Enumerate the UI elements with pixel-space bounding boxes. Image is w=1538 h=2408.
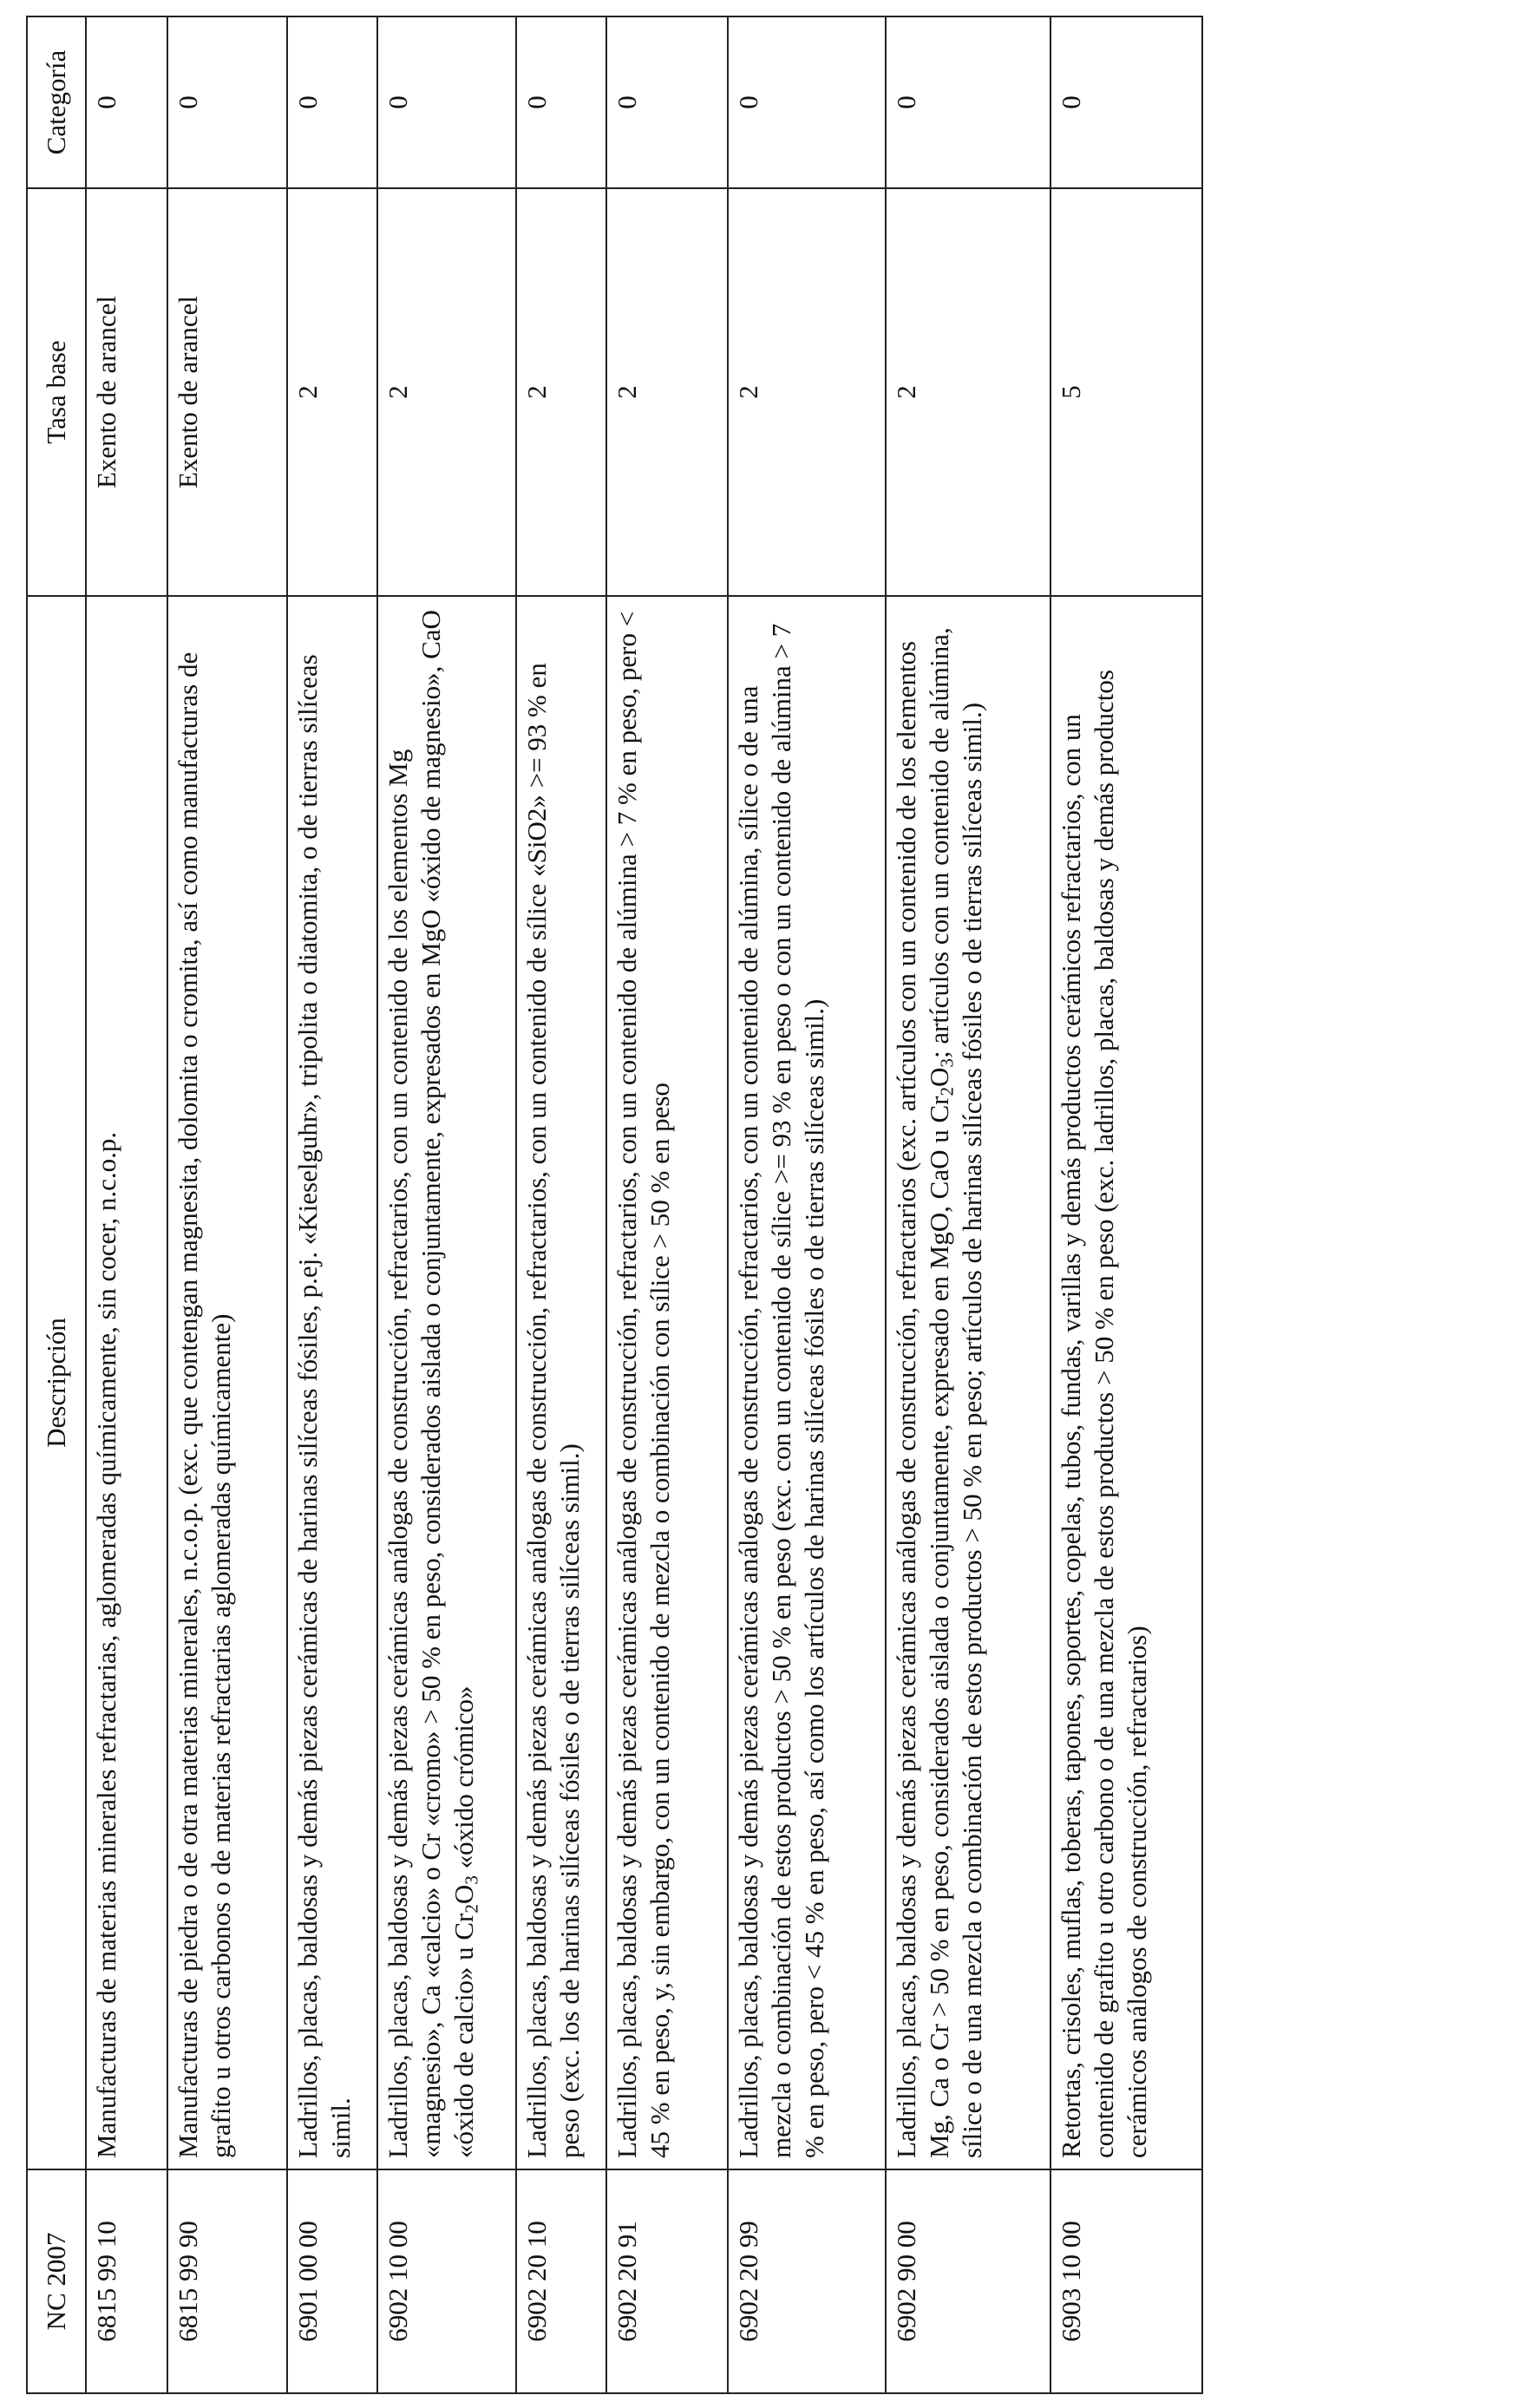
category: 0 — [167, 16, 287, 188]
nc-code: 6902 20 91 — [606, 2169, 728, 2393]
nc-code: 6902 10 00 — [377, 2169, 516, 2393]
subscript: 3 — [460, 1875, 481, 1885]
description-part: «óxido crómico» — [448, 1685, 479, 1876]
description: Manufacturas de materias minerales refractarias, aglomeradas químicamente, sin cocer, n.c.o.p. — [86, 596, 167, 2169]
table-row — [1050, 16, 1202, 2393]
base-rate: 2 — [377, 188, 516, 596]
nc-code: 6901 00 00 — [287, 2169, 377, 2393]
category: 0 — [728, 16, 886, 188]
description: Retortas, crisoles, muflas, toberas, tapones, soportes, copelas, tubos, fundas, varillas y demás productos cerámicos refractarios, con un contenido de grafito u otro carbono o de una mezcla de estos productos > 50 % en peso (exc. ladrillos, placas, baldosas y demás productos cerámicos análogos de construcción, refractarios) — [1050, 596, 1202, 2169]
table-row — [886, 16, 1050, 2393]
tariff-table — [26, 16, 1203, 2394]
subscript: 2 — [936, 1086, 958, 1096]
description — [377, 596, 516, 2169]
description-part: ; artículos con un contenido de alúmina, sílice o de una mezcla o combinación de estos productos > 50 % en peso; artículos de harinas silíceas fósiles o de tierras silíceas simil.) — [923, 627, 987, 2158]
description-part: O — [448, 1884, 479, 1905]
base-rate: 5 — [1050, 188, 1202, 596]
category: 0 — [516, 16, 606, 188]
table-row — [377, 16, 516, 2393]
table-row — [728, 16, 886, 2393]
table-row — [86, 16, 167, 2393]
description: Ladrillos, placas, baldosas y demás piezas cerámicas análogas de construcción, refractarios, con un contenido de alúmina > 7 % en peso, pero < 45 % en peso, y, sin embargo, con un contenido de mezcla o combinación con sílice > 50 % en peso — [606, 596, 728, 2169]
base-rate: 2 — [287, 188, 377, 596]
nc-code: 6815 99 90 — [167, 2169, 287, 2393]
nc-code: 6815 99 10 — [86, 2169, 167, 2393]
description: Manufacturas de piedra o de otra materias minerales, n.c.o.p. (exc. que contengan magnesita, dolomita o cromita, así como manufacturas de grafito u otros carbonos o de materias refractarias aglomeradas químicamente) — [167, 596, 287, 2169]
description: Ladrillos, placas, baldosas y demás piezas cerámicas análogas de construcción, refractarios, con un contenido de sílice «SiO2» >= 93 % en peso (exc. los de harinas silíceas fósiles o de tierras silíceas simil.) — [516, 596, 606, 2169]
description — [886, 596, 1050, 2169]
base-rate: Exento de arancel — [86, 188, 167, 596]
category: 0 — [377, 16, 516, 188]
table-row — [606, 16, 728, 2393]
table-header-row — [27, 16, 86, 2393]
table-row — [516, 16, 606, 2393]
header-base-rate: Tasa base — [27, 188, 86, 596]
subscript: 2 — [460, 1904, 481, 1914]
base-rate: 2 — [886, 188, 1050, 596]
rotated-page — [26, 17, 1193, 2394]
header-category: Categoría — [27, 16, 86, 188]
nc-code: 6902 20 10 — [516, 2169, 606, 2393]
base-rate: 2 — [606, 188, 728, 596]
header-description: Descripción — [27, 596, 86, 2169]
nc-code: 6903 10 00 — [1050, 2169, 1202, 2393]
description-part: O — [923, 1067, 954, 1087]
subscript: 3 — [936, 1058, 958, 1068]
category: 0 — [86, 16, 167, 188]
table-row — [287, 16, 377, 2393]
description-part: Ladrillos, placas, baldosas y demás piezas cerámicas análogas de construcción, refractarios, con un contenido de los elementos Mg «magnesio», Ca «calcio» o Cr «cromo» > 50 % en peso, considerados aislada o conjuntamente, expresados en MgO «óxido de magnesio», CaO «óxido de calcio» u Cr — [383, 610, 479, 2158]
base-rate: 2 — [516, 188, 606, 596]
category: 0 — [1050, 16, 1202, 188]
category: 0 — [287, 16, 377, 188]
base-rate: Exento de arancel — [167, 188, 287, 596]
base-rate: 2 — [728, 188, 886, 596]
header-nc: NC 2007 — [27, 2169, 86, 2393]
nc-code: 6902 20 99 — [728, 2169, 886, 2393]
category: 0 — [886, 16, 1050, 188]
description-part: Ladrillos, placas, baldosas y demás piezas cerámicas análogas de construcción, refractarios (exc. artículos con un contenido de los elementos Mg, Ca o Cr > 50 % en peso, considerados aislada o conjuntamente, expresado en MgO, CaO u Cr — [891, 640, 954, 2158]
nc-code: 6902 90 00 — [886, 2169, 1050, 2393]
description: Ladrillos, placas, baldosas y demás piezas cerámicas de harinas silíceas fósiles, p.ej. «Kieselguhr», tripolita o diatomita, o de tierras silíceas simil. — [287, 596, 377, 2169]
description: Ladrillos, placas, baldosas y demás piezas cerámicas análogas de construcción, refractarios, con un contenido de alúmina, sílice o de una mezcla o combinación de estos productos > 50 % en peso (exc. con un contenido de sílice >= 93 % en peso o con un contenido de alúmina > 7 % en peso, pero < 45 % en peso, así como los artículos de harinas silíceas fósiles o de tierras silíceas simil.) — [728, 596, 886, 2169]
table-row — [167, 16, 287, 2393]
category: 0 — [606, 16, 728, 188]
